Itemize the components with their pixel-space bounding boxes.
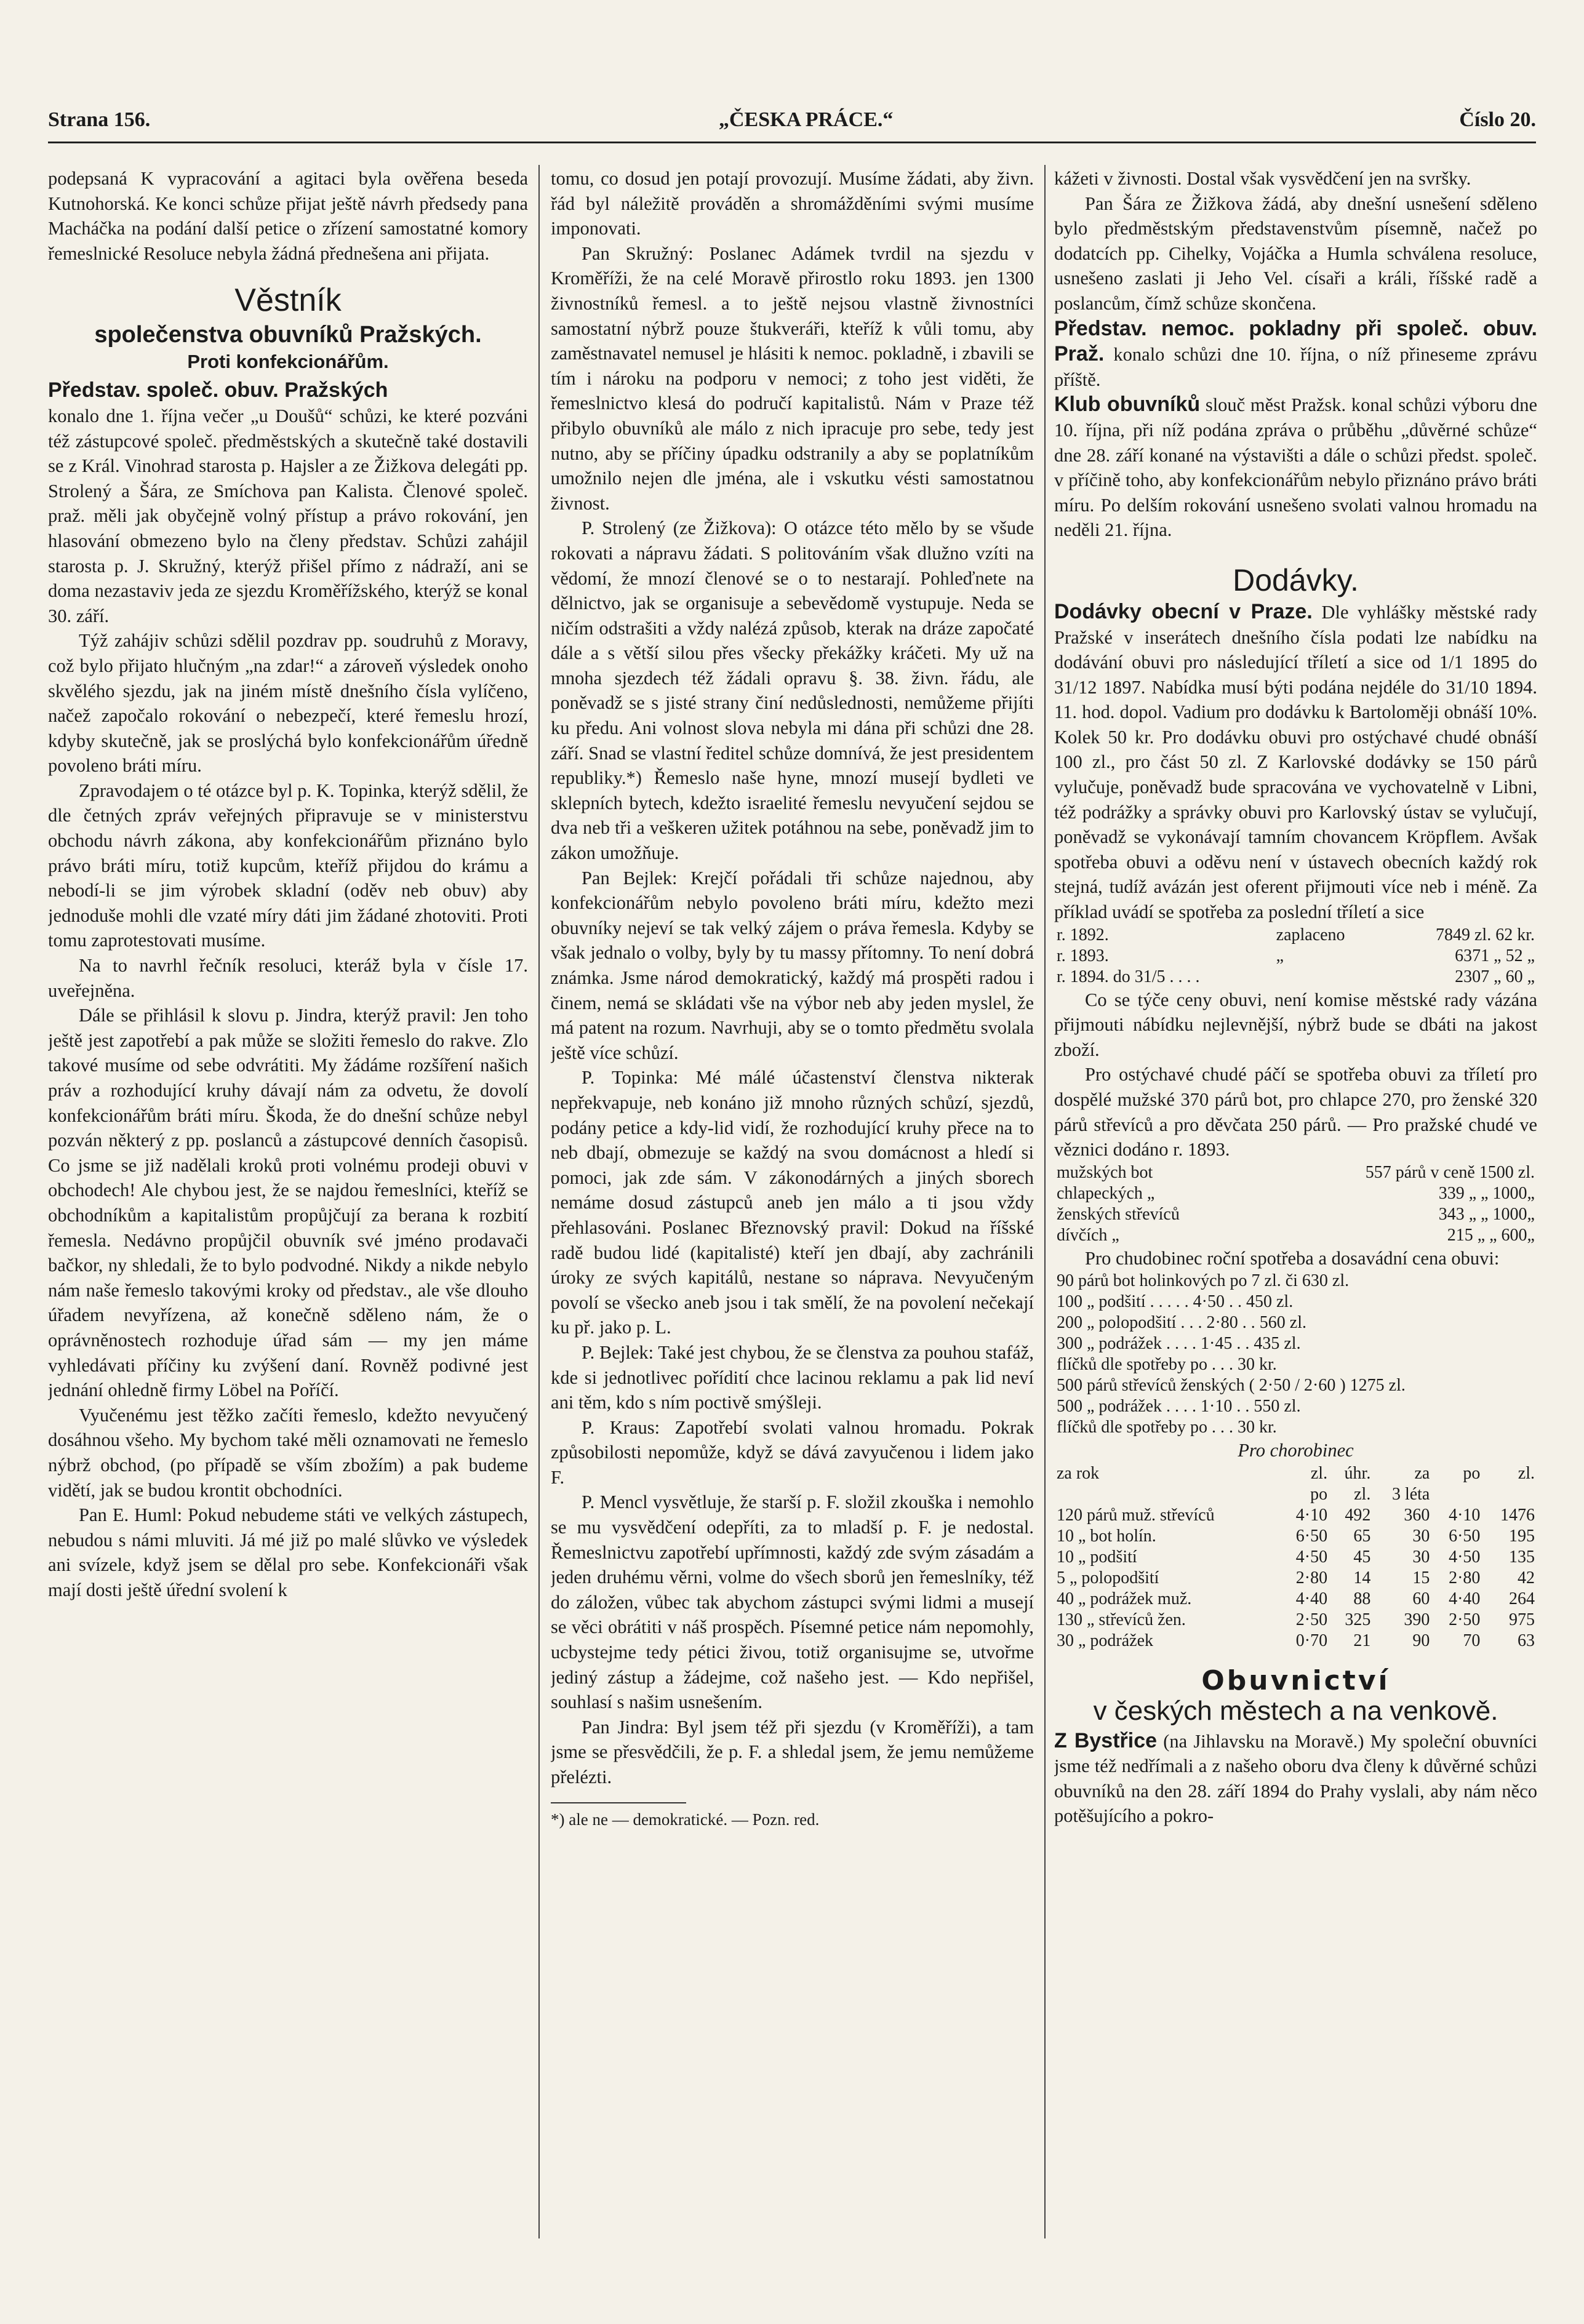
- paragraph: Týž zahájiv schůzi sdělil pozdrav pp. soudruhů z Moravy, což bylo přijato hlučným „na zdar!“ a zároveň výsledek onoho skvělého sjezdu, jak na jiném místě dnešního čísla vylíčeno, načež započalo rokování o nebezpečí, které řemeslu hrozí, kdyby skutečně, jak se proslýchá bylo konfekcionářům úředně povoleno bráti míru.: [48, 630, 528, 777]
- paragraph-text: (na Jihlavsku na Moravě.) My společní obuvníci jsme též nedřímali a z našeho oboru dva členy k důvěrné schůzi obuvníků na den 28. září 1894 do Prahy vyslali, aby nám něco potěšujícího a pokro-: [1054, 1730, 1537, 1827]
- table-row: chlapeckých „ 339 „ „ 1000„: [1057, 1183, 1535, 1203]
- paragraph: Pan Jindra: Byl jsem též při sjezdu (v Kroměříži), a tam jsme se přesvědčili, že p. F. a shledal jsem, že jemu nemůžeme přelézti.: [551, 1716, 1034, 1787]
- paragraph-text: konalo schůzi dne 10. října, o níž přineseme zprávu příště.: [1054, 344, 1537, 390]
- section-subtitle-2: Proti konfekcionářům.: [187, 351, 389, 373]
- table-row: 500 „ podrážek . . . . 1·10 . . 550 zl.: [1057, 1397, 1301, 1416]
- table-row: 130 „ střevíců žen. 2·50 325 390 2·50 975: [1057, 1610, 1535, 1629]
- paragraph-heading: Představ. společ. obuv. Pražských: [48, 378, 388, 402]
- table-row: 10 „ podšití 4·50 45 30 4·50 135: [1057, 1547, 1535, 1567]
- table-row: r. 1892. zaplaceno 7849 zl. 62 kr.: [1057, 925, 1535, 944]
- paragraph-text: slouč měst Pražsk. konal schůzi výboru dne 10. října, při níž podána zpráva o průběhu „důvěrné schůze“ dne 28. září konané na výstavišti a dále o schůzi předst. společ. v příčině toho, aby konfekcionářům nebylo přiznáno právo bráti míru. Po delším rokování usnešeno svolati valnou hromadu na neděli 21. října.: [1054, 394, 1537, 541]
- footnote-rule: [551, 1802, 686, 1803]
- table-row: flíčků dle spotřeby po . . . 30 kr.: [1057, 1418, 1277, 1437]
- expense-table: [1054, 925, 1537, 988]
- newspaper-title: „ČESKA PRÁCE.“: [719, 108, 894, 131]
- paragraph: Pro ostýchavé chudé páčí se spotřeba obuvi za tříletí pro dospělé mužské 370 párů bot, pro chlapce 270, pro ženské 320 párů střevíců a pro děvčata 250 párů. — Pro pražské chudé ve věznici dodáno r. 1893.: [1054, 1064, 1537, 1160]
- paragraph: Vyučenému jest těžko začíti řemeslo, kdežto nevyučený dosáhnou všeho. My bychom také měli oznamovati ne řemeslo nýbrž obchod, (po případě se vším zbožím) a pak budeme vidětí, jak se budou krontit obchodníci.: [48, 1404, 528, 1501]
- paragraph: Zpravodajem o té otázce byl p. K. Topinka, kterýž sdělil, že dle četných zpráv veřejných připravuje se v ministerstvu obchodu návrh zákona, aby konfekcionářům přiznáno bylo právo bráti míru, totiž kupcům, kteříž přijdou do krámu a nebodí-li se jim výrobek skladní (oděv neb obuv) aby jednoduše mohli dle vzaté míry dáti jim žádané zhotoviti. Proti tomu zaprotestovati musíme.: [48, 780, 528, 951]
- prison-supply-table: [1054, 1162, 1537, 1246]
- table-row: 120 párů muž. střevíců 4·10 492 360 4·10 1476: [1057, 1505, 1535, 1525]
- paragraph: tomu, co dosud jen potají provozují. Musíme žádati, aby živn. řád byl náležitě prováděn a shromážděními svými musíme imponovati.: [551, 168, 1034, 239]
- table-row: 90 párů bot holinkových po 7 zl. či 630 zl.: [1057, 1271, 1350, 1291]
- section-title: Obuvnictví: [1201, 1664, 1390, 1696]
- table-row: r. 1894. do 31/5 . . . . 2307 „ 60 „: [1057, 967, 1535, 986]
- paragraph: Pro chudobinec roční spotřeba a dosavádní cena obuvi:: [1085, 1247, 1500, 1269]
- table-header: po zl. 3 léta: [1310, 1484, 1430, 1504]
- column-3: [1054, 166, 1537, 2295]
- section-subtitle: v českých městech a na venkově.: [1093, 1695, 1498, 1726]
- column-2: [551, 166, 1034, 2295]
- table-row: 500 párů střevíců ženských ( 2·50 / 2·60 ) 1275 zl.: [1057, 1376, 1406, 1396]
- table-row: dívčích „ 215 „ „ 600„: [1057, 1225, 1535, 1245]
- paragraph: Na to navrhl řečník resoluci, kteráž byla v čísle 17. uveřejněna.: [48, 955, 528, 1001]
- paragraph: Pan E. Huml: Pokud nebudeme státi ve velkých zástupech, nebudou s námi mluviti. Já mé již po malé slůvko ve výsledek ani svízele, když jsem se dělal pro sebe. Konfekcionáři však mají dosti ještě úřední svolení k: [48, 1504, 528, 1600]
- paragraph-heading: Z Bystřice: [1054, 1728, 1158, 1752]
- table-row: 100 „ podšití . . . . . 4·50 . . 450 zl.: [1057, 1292, 1294, 1312]
- page-header: [48, 108, 1536, 139]
- paragraph: P. Topinka: Mé málé účastenství členstva nikterak nepřekvapuje, neb konáno již mnoho různých schůzí, sjezdů, podány petice a kdy-lid vidí, že rozhodující kruhy přece na to neb dbají, obmezuje se každý na svou domácnost a hledí si pomoci, jak zde sám. V zákonodárných a jiných sborech nemáme dosud zástupců aneb jen málo a ti jsou vždy přehlasováni. Poslanec Březnovský pravil: Dokud na říšské radě budou lidé (kapitalisté) kteří jen dbají, aby zachránili úroky ze svých kapitálů, nestane so náprava. Nevyučeným povolí se všecko aneb jsou i tak smělí, že na povolení nečekají ku př. jako p. L.: [551, 1067, 1034, 1338]
- paragraph: Pan Skružný: Poslanec Adámek tvrdil na sjezdu v Kroměříži, že na celé Moravě přirostlo roku 1893. jen 1300 živnostníků řemesl. a to ještě nejsou vlastně živnostníci samostatní nýbrž pouze štukveráři, kteříž k vůli tomu, aby zaměstnavatel nemusel je hlásiti k nemoc. pokladně, i zbavili se tím i nároku na podporu v nemoci; z toho jest viděti, že řemeslnictvo klesá do područí kapitalistů. Nám v Praze též přibylo obuvníků ale málo z nich ipracuje pro sebe, tedy jest nutno, aby se příčiny úpadku odstranily a aby se poplatníkům umožnilo nejen dle jména, ale i vskutku vésti samostatnou živnost.: [551, 242, 1034, 514]
- paragraph: podepsaná K vypracování a agitaci byla ověřena beseda Kutnohorská. Ke konci schůze přijat ještě návrh předsedy pana Macháčka na podání další petice o zřízení samostatné komory řemeslnické Resoluce nebyla žádná přednešena ani přijata.: [48, 168, 528, 264]
- paragraph: konalo dne 1. října večer „u Doušů“ schůzi, ke které pozváni též zástupcové společ. předměstských a skutečně také dostavili se z Král. Vinohrad starosta p. Hajsler a ze Žižkova delegáti pp. Strolený a Šára, ze Smíchova pan Kalista. Členové společ. praž. měli jak obyčejně volný přístup a právo rokování, jen hlasování obmezeno bylo na členy představ. Schůzi zahájil starosta p. J. Skružný, kterýž přišel přímo z nádraží, ani se doma nezastaviv jeda ze sjezdu Kroměřížského, kterýž se konal 30. září.: [48, 405, 528, 626]
- header-rule: [48, 142, 1536, 143]
- table-caption: Pro chorobinec: [1238, 1440, 1354, 1461]
- hospice-table: [1054, 1463, 1537, 1651]
- paragraph: Pan Bejlek: Krejčí pořádali tři schůze najednou, aby konfekcionářům nebylo povoleno bráti míru, kdežto mezi obuvníky nejeví se tak velký zájem o práva řemesla. Kdyby se však jednalo o volby, byly by tu massy přítomny. To není dobrá známka. Jsme národ demokratický, každý má prospěti radou i činem, nemá se skládati vše na výbor neb aby jeden myslel, že má patent na rozum. Navrhuji, aby se o tomto předmětu svolala ještě více schůzí.: [551, 867, 1034, 1063]
- paragraph: P. Kraus: Zapotřebí svolati valnou hromadu. Pokrak způsobilosti nepomůže, když se dává zavyučenou i lidem jako F.: [551, 1416, 1034, 1488]
- table-row: 5 „ polopodšití 2·80 14 15 2·80 42: [1057, 1568, 1535, 1587]
- section-title: Věstník: [234, 282, 342, 319]
- table-row: 300 „ podrážek . . . . 1·45 . . 435 zl.: [1057, 1334, 1301, 1354]
- footnote: *) ale ne — demokratické. — Pozn. red.: [551, 1810, 820, 1829]
- section-subtitle: společenstva obuvníků Pražských.: [94, 322, 482, 348]
- column-divider: [538, 165, 540, 2238]
- paragraph-text: Dle vyhlášky městské rady Pražské v inserátech dnešního čísla podati lze nabídku na dodávání obuvi pro následující tříletí a sice od 1/1 1895 do 31/12 1897. Nabídka musí býti podána nejdéle do 31/10 1894. 11. hod. dopol. Vadium pro dodávku k Bartoloměji obnáší 10%. Kolek 50 kr. Pro dodávku obuvi pro ostýchavé chudé obnáší 100 zl., pro část 50 zl. Z Karlovské dodávky se 150 párů vylučuje, poněvadž bude spracována ve vychovatelně v Libni, též podrážky a správky obuvi pro Karlovský ústav se vylučují, poněvadž se vykonávají tamním chovancem Kröpflem. Avšak spotřeba obuvi a oděvu není v ústavech obecních každý rok stejná, tudíž avázán jest oferent přijmouti více neb i méně. Za příklad uvádí se spotřeba za poslední tříletí a sice: [1054, 601, 1537, 923]
- table-row: r. 1893. „ 6371 „ 52 „: [1057, 946, 1535, 965]
- column-1: [48, 166, 528, 2295]
- paragraph: Pan Šára ze Žižkova žádá, aby dnešní usnešení sděleno bylo předměstským představenstvům písemně, načež po dodatcích pp. Cihelky, Vojáčka a Humla schválena resoluce, usnešeno zaslati ji Jeho Vel. císaři a králi, říšské radě a poslancům, čímž schůze skončena.: [1054, 193, 1537, 314]
- paragraph-heading: Klub obuvníků: [1054, 393, 1201, 417]
- paragraph: P. Mencl vysvětluje, že starší p. F. složil zkouška i nemohlo se mu vysvědčení odepříti, za to mladší p. F. je nedostal. Řemeslnictvu zapotřebí upřímnosti, každý zde svým zásadám a jeden druhému věrni, volme do všech sborů jen řemeslníky, též do záložen, vůbec tak abychom zástupci svými lidmi a musejí se věci obrátiti v náš prospěch. Písemné petice nám nepomohly, ucbystejme tedy pétici živou, totiž organisujme se, utvořme jediný zástup a žádejme, což našeho jest. — Kdo nepřišel, souhlasí s našim usnešením.: [551, 1491, 1034, 1713]
- issue-number: Číslo 20.: [1459, 108, 1536, 131]
- page-number: Strana 156.: [48, 108, 151, 131]
- table-row: 40 „ podrážek muž. 4·40 88 60 4·40 264: [1057, 1589, 1535, 1608]
- almshouse-table: [1054, 1271, 1537, 1438]
- column-divider: [1044, 165, 1046, 2238]
- table-row: flíčků dle spotřeby po . . . 30 kr.: [1057, 1355, 1277, 1375]
- paragraph: P. Bejlek: Také jest chybou, že se členstva za pouhou stafáž, kde si jednotlivec pořídití chce lacinou reklamu a pak lid neví ani těm, kdo s ním poctivě smýšleji.: [551, 1341, 1034, 1413]
- table-row: 30 „ podrážek 0·70 21 90 70 63: [1057, 1631, 1535, 1650]
- table-header: za rok zl. úhr. za po zl.: [1057, 1463, 1535, 1483]
- paragraph: Co se týče ceny obuvi, není komise městské rady vázána přijmouti nábídku nejlevnější, nýbrž bude se dbáti na jakost zboží.: [1054, 989, 1537, 1060]
- paragraph: kážeti v živnosti. Dostal však vysvědčení jen na svršky.: [1054, 168, 1471, 189]
- table-row: 10 „ bot holín. 6·50 65 30 6·50 195: [1057, 1526, 1535, 1546]
- section-title: Dodávky.: [1233, 562, 1359, 597]
- paragraph: P. Strolený (ze Žižkova): O otázce této mělo by se všude rokovati a nápravu žádati. S politováním však dlužno vzíti na vědomí, že mnozí členové se o to nestarají. Pohleďnete na dělnictvo, jak se organisuje a sebevědomě vystupuje. Neda se ničím odstrašiti a vždy nalézá způsob, kterak na dráze započaté dále a s větší silou přes všecky překážky kráčeti. My už na mnoha sjezdech též žádali opravu §. 38. živn. řádu, ale poněvadž se s jisté strany činí nedůslednosti, nemůžeme přijíti ku předu. Ani volnost slova nebyla mi dána při schůzi dne 28. září. Snad se vlastní ředitel schůze domnívá, že jest presidentem republiky.*) Řemeslo naše hyne, mnozí musejí bydleti ve sklepních bytech, kdežto israelité řemeslu nevyučení sejdou se dva neb tři a veškeren užitek potáhnou na sebe, poněvadž jim to zákon umožňuje.: [551, 517, 1034, 864]
- paragraph-heading: Představ. nemoc. pokladny při společ. obuv. Praž.: [1054, 316, 1537, 366]
- table-row: ženských střevíců 343 „ „ 1000„: [1057, 1204, 1535, 1224]
- table-row: 200 „ polopodšití . . . 2·80 . . 560 zl.: [1057, 1313, 1306, 1333]
- table-row: mužských bot 557 párů v ceně 1500 zl.: [1057, 1162, 1535, 1182]
- paragraph-heading: Dodávky obecní v Praze.: [1054, 599, 1313, 623]
- paragraph: Dále se přihlásil k slovu p. Jindra, kterýž pravil: Jen toho ještě jest zapotřebí a pak může se složiti řemeslo do rakve. Zlo takové musíme od sebe odvrátiti. My žádáme rozšíření našich práv a rozhodující kruhy dávají nám za odvetu, že dovolí konfekcionářům bráti míru. Škoda, že do dnešní schůze nebyl pozván některý z pp. poslanců a zástupcové denních časopisů. Co jsme se již nadělali kroků proti volnému prodeji obuvi v obchodech! Ale chybou jest, že se najdou řemeslníci, kteříž se obchodníkům a kapitalistům propůjčují za berana k rozbití řemesla. Nedávno propůjčil obuvník své jméno prodavači bačkor, ny shledali, že to bylo podvodné. Nikdy a nikde nebylo nám naše řemeslo takovými kroky od představ., ale vše dlouho úřadem nevyřízena, až konečně sděleno nám, že o oprávněnostech rozhoduje úřad sám — my jen máme vyhledávati příčiny ku zvýšení daní. Rovněž podivné jest jednání ohledně firmy Löbel na Poříčí.: [48, 1005, 528, 1401]
